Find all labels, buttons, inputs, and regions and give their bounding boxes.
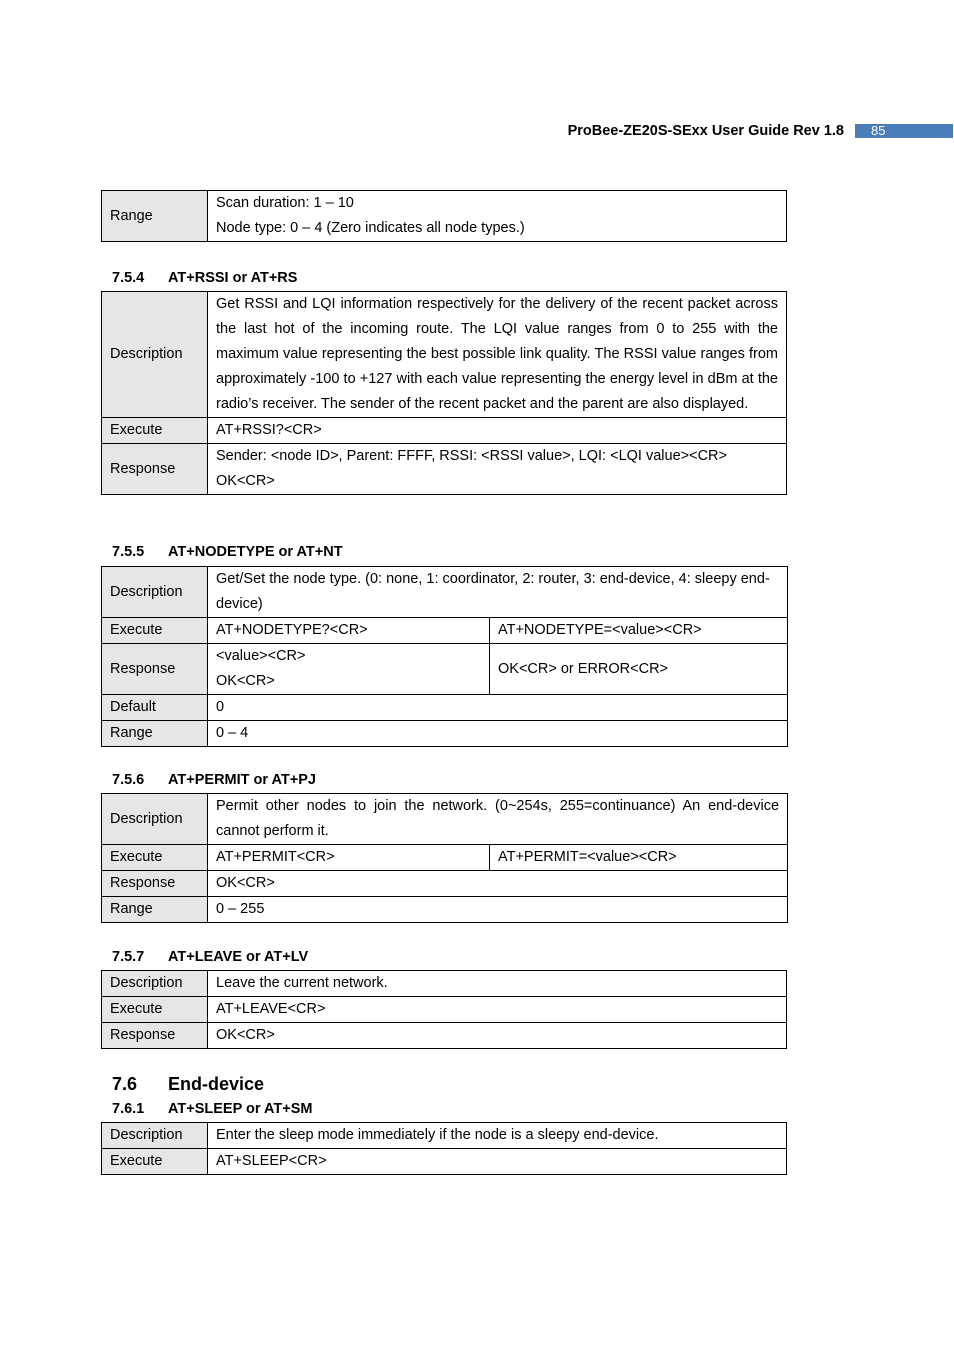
default-value: 0	[208, 695, 788, 721]
description-value: Enter the sleep mode immediately if the node is a sleepy end-device.	[208, 1123, 787, 1149]
section-title: AT+PERMIT or AT+PJ	[168, 772, 316, 788]
default-label: Default	[102, 695, 208, 721]
rssi-table	[101, 291, 787, 495]
execute-set-value: AT+PERMIT=<value><CR>	[490, 845, 788, 871]
section-number: 7.5.6	[112, 772, 145, 788]
section-number: 7.5.7	[112, 949, 145, 965]
range-table	[101, 190, 787, 242]
sleep-table	[101, 1122, 787, 1175]
nodetype-table	[101, 566, 788, 747]
section-number: 7.5.4	[112, 270, 145, 286]
permit-table	[101, 793, 788, 923]
description-value: Permit other nodes to join the network. (0~254s, 255=continuance) An end-device cannot perform it.	[208, 794, 788, 845]
section-number: 7.6	[112, 1074, 138, 1094]
section-heading-7-5-7	[112, 949, 308, 965]
response-value: OK<CR>	[208, 1023, 787, 1049]
description-label: Description	[102, 1123, 208, 1149]
page-number: 85	[855, 124, 953, 138]
range-label: Range	[102, 721, 208, 747]
execute-label: Execute	[102, 1149, 208, 1175]
section-heading-7-6-1	[112, 1101, 313, 1117]
response-get-line-1: <value><CR>	[216, 648, 306, 664]
section-title: AT+NODETYPE or AT+NT	[168, 544, 343, 560]
response-set-value: OK<CR> or ERROR<CR>	[490, 644, 788, 695]
execute-label: Execute	[102, 997, 208, 1023]
execute-value: AT+RSSI?<CR>	[208, 418, 787, 444]
execute-value: AT+SLEEP<CR>	[208, 1149, 787, 1175]
description-value: Leave the current network.	[208, 971, 787, 997]
execute-label: Execute	[102, 845, 208, 871]
section-number: 7.5.5	[112, 544, 145, 560]
range-value: 0 – 4	[208, 721, 788, 747]
execute-get-value: AT+PERMIT<CR>	[208, 845, 490, 871]
response-value: OK<CR>	[208, 871, 788, 897]
range-value	[208, 191, 787, 242]
response-line-1: Sender: <node ID>, Parent: FFFF, RSSI: <RSSI value>, LQI: <LQI value><CR>	[216, 448, 727, 464]
description-label: Description	[102, 292, 208, 418]
range-label: Range	[102, 897, 208, 923]
section-number: 7.6.1	[112, 1101, 145, 1117]
response-label: Response	[102, 871, 208, 897]
section-heading-7-5-6	[112, 772, 316, 788]
range-line-1: Scan duration: 1 – 10	[216, 195, 354, 211]
response-line-2: OK<CR>	[216, 473, 275, 489]
response-label: Response	[102, 444, 208, 495]
section-title: End-device	[168, 1074, 265, 1094]
section-title: AT+RSSI or AT+RS	[168, 270, 298, 286]
section-heading-7-5-5	[112, 544, 343, 560]
description-value: Get/Set the node type. (0: none, 1: coordinator, 2: router, 3: end-device, 4: sleepy end-device)	[208, 567, 788, 618]
leave-table	[101, 970, 787, 1049]
description-label: Description	[102, 794, 208, 845]
execute-get-value: AT+NODETYPE?<CR>	[208, 618, 490, 644]
execute-value: AT+LEAVE<CR>	[208, 997, 787, 1023]
range-line-2: Node type: 0 – 4 (Zero indicates all node types.)	[216, 220, 525, 236]
description-label: Description	[102, 567, 208, 618]
section-heading-7-5-4	[112, 270, 297, 286]
response-get-line-2: OK<CR>	[216, 673, 275, 689]
response-value	[208, 444, 787, 495]
response-get-value	[208, 644, 490, 695]
execute-set-value: AT+NODETYPE=<value><CR>	[490, 618, 788, 644]
running-header-title: ProBee-ZE20S-SExx User Guide Rev 1.8	[567, 123, 844, 139]
section-title: AT+LEAVE or AT+LV	[168, 949, 309, 965]
execute-label: Execute	[102, 418, 208, 444]
section-heading-7-6	[112, 1074, 264, 1095]
response-label: Response	[102, 1023, 208, 1049]
description-value: Get RSSI and LQI information respectively for the delivery of the recent packet across the last hot of the incoming route. The LQI value ranges from 0 to 255 with the maximum value representing the best possible link quality. The RSSI value ranges from approximately -100 to +127 with each value representing the energy level in dBm at the radio’s receiver. The sender of the recent packet and the parent are also displayed.	[208, 292, 787, 418]
response-label: Response	[102, 644, 208, 695]
range-value: 0 – 255	[208, 897, 788, 923]
execute-label: Execute	[102, 618, 208, 644]
description-label: Description	[102, 971, 208, 997]
section-title: AT+SLEEP or AT+SM	[168, 1101, 313, 1117]
range-label: Range	[102, 191, 208, 242]
